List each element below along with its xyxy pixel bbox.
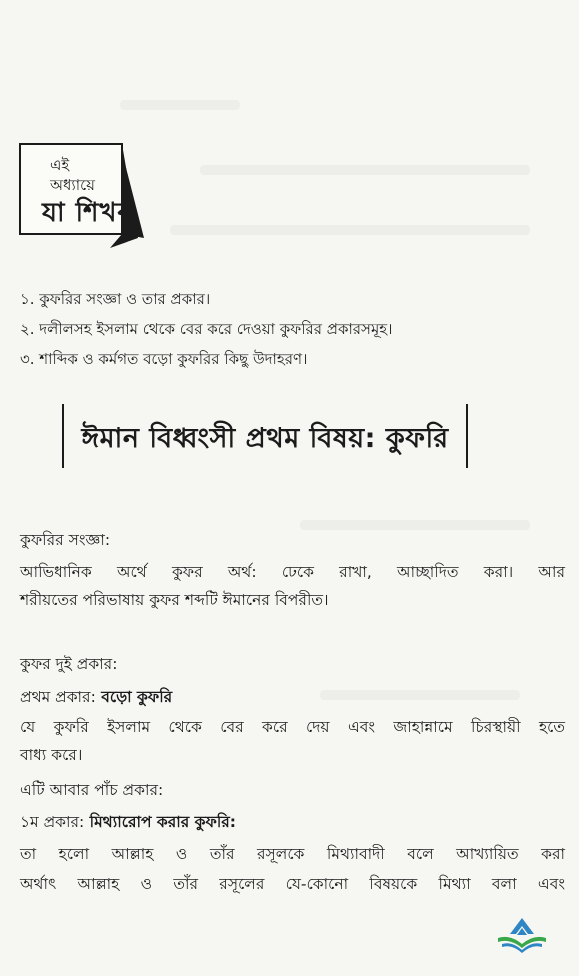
- book-logo-icon: [494, 916, 550, 956]
- chapter-box-line2: অধ্যায়ে: [50, 176, 95, 194]
- first-type-heading: [20, 685, 565, 711]
- list-item: ২. দলীলসহ ইসলাম থেকে বের করে দেওয়া কুফরির প্রকারসমূহ।: [20, 320, 393, 338]
- section-banner: [62, 404, 468, 468]
- kind1-heading: [20, 810, 565, 836]
- five-kinds-heading: এটি আবার পাঁচ প্রকার:: [20, 781, 164, 799]
- chapter-box-line1: এই: [50, 156, 70, 174]
- objectives-list: [20, 284, 560, 374]
- paragraph-line: অর্থাৎ আল্লাহ ও তাঁর রসূলের যে-কোনো বিষয়কে মিথ্যা বলা এবং: [20, 875, 565, 893]
- first-type-label: প্রথম প্রকার:: [20, 688, 96, 706]
- first-type-value: বড়ো কুফরি: [95, 688, 173, 706]
- section-title: ঈমান বিধ্বংসী প্রথম বিষয়: কুফরি: [81, 423, 449, 454]
- list-item: ৩. শাব্দিক ও কর্মগত বড়ো কুফরির কিছু উদাহরণ।: [20, 350, 308, 368]
- types-heading: কুফর দুই প্রকার:: [20, 655, 118, 673]
- kind1-value: মিথ্যারোপ করার কুফরি:: [84, 813, 236, 831]
- definition-line: আভিধানিক অর্থে কুফর অর্থ: ঢেকে রাখা, আচ্ছাদিত করা। আর: [20, 563, 565, 581]
- definition-heading: কুফরির সংজ্ঞা:: [20, 531, 111, 549]
- chapter-objectives-box: [18, 142, 136, 240]
- paragraph-line: যে কুফরি ইসলাম থেকে বের করে দেয় এবং জাহান্নামে চিরস্থায়ী হতে: [20, 718, 565, 736]
- chapter-box-title: যা শিখব: [42, 198, 133, 228]
- paragraph-line: বাধ্য করে।: [20, 746, 83, 764]
- bleed-through: [200, 165, 530, 175]
- bleed-through: [170, 225, 530, 235]
- kind1-label: ১ম প্রকার:: [20, 813, 85, 831]
- list-item: ১. কুফরির সংজ্ঞা ও তার প্রকার।: [20, 290, 211, 308]
- banner-right-rule: [466, 404, 468, 468]
- paragraph-line: তা হলো আল্লাহ ও তাঁর রসূলকে মিথ্যাবাদী বলে আখ্যায়িত করা: [20, 845, 565, 863]
- definition-line: শরীয়তের পরিভাষায় কুফর শব্দটি ঈমানের বিপরীত।: [20, 591, 329, 609]
- bleed-through: [120, 100, 240, 110]
